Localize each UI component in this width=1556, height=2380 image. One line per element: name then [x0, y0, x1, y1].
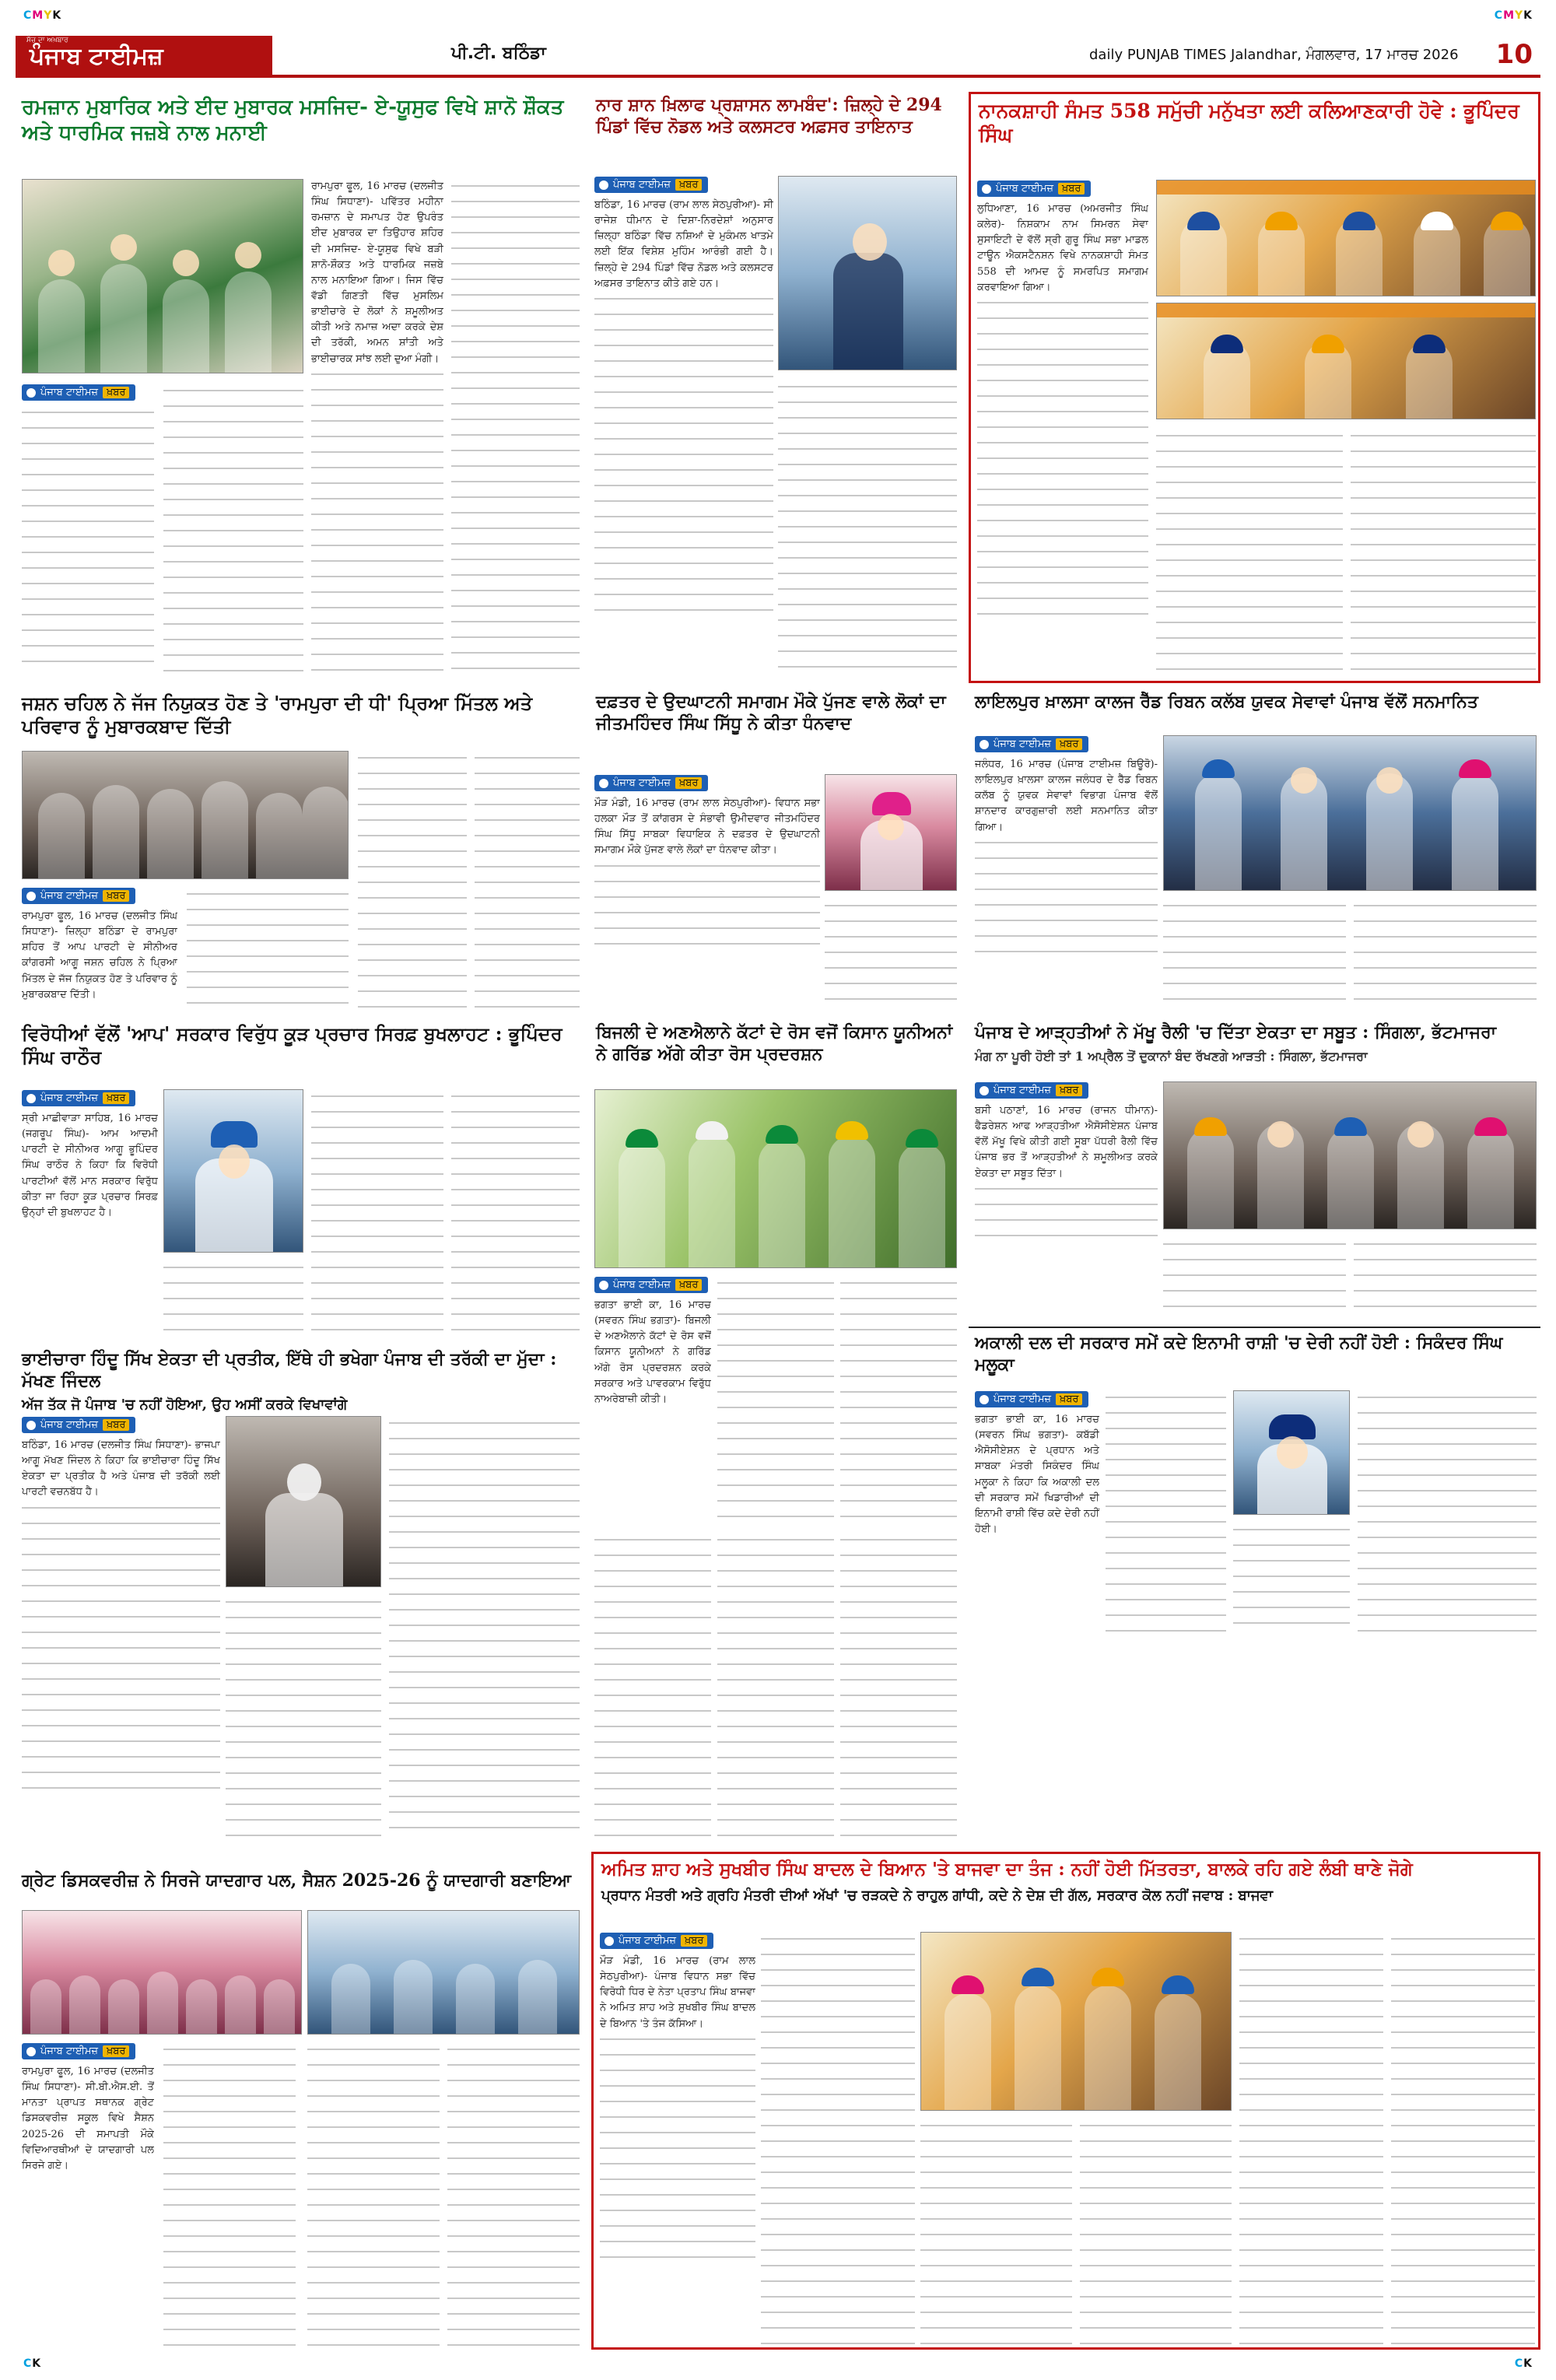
column-5 — [1239, 1932, 1383, 2348]
column-4 — [447, 2042, 580, 2346]
column-2 — [1163, 899, 1346, 1008]
news-badge: ਪੰਜਾਬ ਟਾਈਮਜ਼ ਖ਼ਬਰ — [594, 177, 708, 193]
column-3 — [1354, 899, 1537, 1008]
headline: ਭਾਈਚਾਰਾ ਹਿੰਦੂ ਸਿੱਖ ਏਕਤਾ ਦੀ ਪ੍ਰਤੀਕ, ਇੱਥੇ ਹੀ ਭਖੇਗਾ ਪੰਜਾਬ ਦੀ ਤਰੱਕੀ ਦਾ ਮੁੱਦਾ : ਮੱਖਣ ਜਿੰਦਲ — [22, 1349, 557, 1391]
story-text: ਰਾਮਪੁਰਾ ਫੂਲ, 16 ਮਾਰਚ (ਦਲਜੀਤ ਸਿੰਘ ਸਿਧਾਣਾ)- ਪਵਿੱਤਰ ਮਹੀਨਾ ਰਮਜ਼ਾਨ ਦੇ ਸਮਾਪਤ ਹੋਣ ਉਪਰੰਤ ਈਦ ਮੁਬਾਰਕ ਦਾ ਤਿਉਹਾਰ ਸ਼ਹਿਰ ਦੀ ਮਸਜਿਦ- ਏ-ਯੂਸੁਫ ਵਿਖੇ ਬੜੀ ਸ਼ਾਨੋ-ਸ਼ੌਕਤ ਅਤੇ ਧਾਰਮਿਕ ਜਜ਼ਬੇ ਨਾਲ ਮਨਾਇਆ ਗਿਆ। ਜਿਸ ਵਿੱਚ ਵੱਡੀ ਗਿਣਤੀ ਵਿੱਚ ਮੁਸਲਿਮ ਭਾਈਚਾਰੇ ਦੇ ਲੋਕਾਂ ਨੇ ਸ਼ਮੂਲੀਅਤ ਕੀਤੀ ਅਤੇ ਨਮਾਜ਼ ਅਦਾ ਕਰਕੇ ਦੇਸ਼ ਦੀ ਤਰੱਕੀ, ਅਮਨ ਸ਼ਾਂਤੀ ਅਤੇ ਭਾਈਚਾਰਕ ਸਾਂਝ ਲਈ ਦੁਆ ਮੰਗੀ। — [311, 181, 443, 365]
story-text: ਬਠਿੰਡਾ, 16 ਮਾਰਚ (ਦਲਜੀਤ ਸਿੰਘ ਸਿਧਾਣਾ)- ਭਾਜਪਾ ਆਗੂ ਮੱਖਣ ਜਿੰਦਲ ਨੇ ਕਿਹਾ ਕਿ ਭਾਈਚਾਰਾ ਹਿੰਦੂ ਸਿੱਖ ਏਕਤਾ ਦਾ ਪ੍ਰਤੀਕ ਹੈ ਅਤੇ ਪੰਜਾਬ ਦੀ ਤਰੱਕੀ ਲਈ ਪਾਰਟੀ ਵਚਨਬੱਧ ਹੈ। — [22, 1439, 220, 1498]
story-text: ਰਾਮਪੁਰਾ ਫੂਲ, 16 ਮਾਰਚ (ਦਲਜੀਤ ਸਿੰਘ ਸਿਧਾਣਾ)- ਜ਼ਿਲ੍ਹਾ ਬਠਿੰਡਾ ਦੇ ਰਾਮਪੁਰਾ ਸ਼ਹਿਰ ਤੋਂ ਆਪ ਪਾਰਟੀ ਦੇ ਸੀਨੀਅਰ ਕਾਂਗਰਸੀ ਆਗੂ ਜਸ਼ਨ ਚਹਿਲ ਨੇ ਪ੍ਰਿਆ ਮਿੱਤਲ ਦੇ ਜੱਜ ਨਿਯੁਕਤ ਹੋਣ ਤੇ ਪਰਿਵਾਰ ਨੂੰ ਮੁਬਾਰਕਬਾਦ ਦਿੱਤੀ। — [22, 910, 177, 1001]
news-badge: ਪੰਜਾਬ ਟਾਈਮਜ਼ ਖ਼ਬਰ — [975, 1391, 1088, 1407]
masthead — [16, 36, 1540, 78]
headline: ਲਾਇਲਪੁਰ ਖ਼ਾਲਸਾ ਕਾਲਜ ਰੈੱਡ ਰਿਬਨ ਕਲੱਬ ਯੁਵਕ ਸੇਵਾਵਾਂ ਪੰਜਾਬ ਵੱਲੋਂ ਸਨਮਾਨਿਤ — [975, 692, 1478, 712]
column-1 — [600, 1932, 755, 2348]
column-3 — [389, 1416, 580, 1840]
news-badge: ਪੰਜਾਬ ਟਾਈਮਜ਼ ਖ਼ਬਰ — [22, 888, 135, 904]
column-2 — [187, 887, 349, 1008]
column-1 — [594, 1276, 711, 1521]
column-2 — [451, 179, 580, 677]
photo-farmers-protest — [594, 1089, 957, 1268]
column-2 — [717, 1276, 834, 1521]
subheadline: ਅੱਜ ਤੱਕ ਜੋ ਪੰਜਾਬ 'ਚ ਨਹੀਂ ਹੋਇਆ, ਉਹ ਅਸੀਂ ਕਰਕੇ ਵਿਖਾਵਾਂਗੇ — [22, 1397, 348, 1413]
story-text: ਲੁਧਿਆਣਾ, 16 ਮਾਰਚ (ਅਮਰਜੀਤ ਸਿੰਘ ਕਲੇਰ)- ਨਿਸ਼ਕਾਮ ਨਾਮ ਸਿਮਰਨ ਸੇਵਾ ਸੁਸਾਇਟੀ ਦੇ ਵੱਲੋਂ ਸ੍ਰੀ ਗੁਰੂ ਸਿੰਘ ਸਭਾ ਮਾਡਲ ਟਾਊਨ ਐਕਸਟੈਨਸ਼ਨ ਵਿਖੇ ਨਾਨਕਸ਼ਾਹੀ ਸੰਮਤ 558 ਦੀ ਆਮਦ ਨੂੰ ਸਮਰਪਿਤ ਸਮਾਗਮ ਕਰਵਾਇਆ ਗਿਆ। — [977, 203, 1148, 293]
column-2 — [163, 2042, 296, 2346]
column-1 — [22, 887, 177, 1008]
column-2 — [163, 1260, 303, 1334]
story-text: ਜਲੰਧਰ, 16 ਮਾਰਚ (ਪੰਜਾਬ ਟਾਈਮਜ਼ ਬਿਊਰੋ)- ਲਾਇਲਪੁਰ ਖ਼ਾਲਸਾ ਕਾਲਜ ਜਲੰਧਰ ਦੇ ਰੈੱਡ ਰਿਬਨ ਕਲੱਬ ਨੂੰ ਯੁਵਕ ਸੇਵਾਵਾਂ ਵਿਭਾਗ ਪੰਜਾਬ ਵੱਲੋਂ ਸ਼ਾਨਦਾਰ ਕਾਰਗੁਜ਼ਾਰੀ ਲਈ ਸਨਮਾਨਿਤ ਕੀਤਾ ਗਿਆ। — [975, 759, 1158, 833]
column-3 — [358, 751, 467, 1008]
column-4 — [163, 384, 303, 679]
story-great-discoveries — [16, 1867, 584, 2350]
column-3 — [840, 1533, 957, 1840]
column-2 — [1156, 429, 1343, 678]
subheadline: ਮੰਗ ਨਾ ਪੂਰੀ ਹੋਈ ਤਾਂ 1 ਅਪ੍ਰੈਲ ਤੋਂ ਦੁਕਾਨਾਂ ਬੰਦ ਰੱਖਣਗੇ ਆੜਤੀ : ਸਿੰਗਲਾ, ਭੱਟਮਾਜਰਾ — [975, 1048, 1368, 1064]
story-ramzan — [16, 92, 584, 683]
story-lyallpur — [969, 689, 1540, 1011]
column-1 — [975, 1390, 1099, 1635]
news-badge: ਪੰਜਾਬ ਟਾਈਮਜ਼ ਖ਼ਬਰ — [594, 775, 708, 791]
story-jashan — [16, 689, 584, 1011]
news-badge: ਪੰਜਾਬ ਟਾਈਮਜ਼ ਖ਼ਬਰ — [975, 1082, 1088, 1099]
headline: ਨਾਨਕਸ਼ਾਹੀ ਸੰਮਤ 558 ਸਮੁੱਚੀ ਮਨੁੱਖਤਾ ਲਈ ਕਲਿਆਣਕਾਰੀ ਹੋਵੇ : ਭੂਪਿੰਦਰ ਸਿੰਘ — [979, 100, 1519, 147]
news-badge: ਪੰਜਾਬ ਟਾਈਮਜ਼ ਖ਼ਬਰ — [22, 2043, 135, 2059]
column-2 — [825, 899, 957, 1008]
column-3 — [840, 1276, 957, 1521]
column-2 — [761, 1932, 915, 2348]
column-3 — [22, 384, 154, 679]
photo-eid-prayer — [22, 179, 303, 373]
headline: ਅਕਾਲੀ ਦਲ ਦੀ ਸਰਕਾਰ ਸਮੇਂ ਕਦੇ ਇਨਾਮੀ ਰਾਸ਼ੀ 'ਚ ਦੇਰੀ ਨਹੀਂ ਹੋਈ : ਸਿਕੰਦਰ ਸਿੰਘ ਮਲੂਕਾ — [975, 1333, 1503, 1375]
column-1 — [22, 1089, 158, 1334]
headline: ਰਮਜ਼ਾਨ ਮੁਬਾਰਿਕ ਅਤੇ ਈਦ ਮੁਬਾਰਕ ਮਸਜਿਦ- ਏ-ਯੂਸੁਫ ਵਿਖੇ ਸ਼ਾਨੋ ਸ਼ੌਕਤ ਅਤੇ ਧਾਰਮਿਕ ਜਜ਼ਬੇ ਨਾਲ ਮਨਾਈ — [22, 96, 564, 145]
column-4 — [1358, 1390, 1537, 1635]
color-mark-top-right: CMYK — [1494, 9, 1533, 22]
edition-dateline: ਪੀ.ਟੀ. ਬਠਿੰਡਾ — [451, 44, 546, 63]
story-nanakshahi — [969, 92, 1540, 683]
photo-arhtiya-rally — [1163, 1081, 1537, 1229]
news-badge: ਪੰਜਾਬ ਟਾਈਮਜ਼ ਖ਼ਬਰ — [600, 1933, 713, 1949]
photo-jeetmohinder-sidhu — [825, 774, 957, 891]
headline: ਬਿਜਲੀ ਦੇ ਅਣਐਲਾਨੇ ਕੱਟਾਂ ਦੇ ਰੋਸ ਵਜੋਂ ਕਿਸਾਨ ਯੂਨੀਅਨਾਂ ਨੇ ਗਰਿੱਡ ਅੱਗੇ ਕੀਤਾ ਰੋਸ ਪ੍ਰਦਰਸ਼ਨ — [596, 1022, 953, 1064]
news-badge: ਪੰਜਾਬ ਟਾਈਮਜ਼ ਖ਼ਬਰ — [975, 736, 1088, 752]
column-3 — [1354, 1237, 1537, 1315]
logo-tagline: ਸੱਚ ਦਾ ਅਖ਼ਬਾਰ — [26, 37, 68, 44]
column-1 — [594, 176, 773, 678]
story-text: ਭਗਤਾ ਭਾਈ ਕਾ, 16 ਮਾਰਚ (ਸਵਰਨ ਸਿੰਘ ਭਗਤਾ)- ਬਿਜਲੀ ਦੇ ਅਣਐਲਾਨੇ ਕੱਟਾਂ ਦੇ ਰੋਸ ਵਜੋਂ ਕਿਸਾਨ ਯੂਨੀਅਨਾਂ ਨੇ ਗਰਿੱਡ ਅੱਗੇ ਰੋਸ ਪ੍ਰਦਰਸ਼ਨ ਕਰਕੇ ਸਰਕਾਰ ਅਤੇ ਪਾਵਰਕਾਮ ਵਿਰੁੱਧ ਨਾਅਰੇਬਾਜ਼ੀ ਕੀਤੀ। — [594, 1299, 711, 1405]
story-text: ਬਠਿੰਡਾ, 16 ਮਾਰਚ (ਰਾਮ ਲਾਲ ਸੇਠਪੁਰੀਆ)- ਸੀ ਰਾਜੇਸ਼ ਧੀਮਾਨ ਦੇ ਦਿਸ਼ਾ-ਨਿਰਦੇਸ਼ਾਂ ਅਨੁਸਾਰ ਜ਼ਿਲ੍ਹਾ ਬਠਿੰਡਾ ਵਿੱਚ ਨਸ਼ਿਆਂ ਦੇ ਮੁਕੰਮਲ ਖਾਤਮੇ ਲਈ ਇੱਕ ਵਿਸ਼ੇਸ਼ ਮੁਹਿੰਮ ਆਰੰਭੀ ਗਈ ਹੈ। ਜ਼ਿਲ੍ਹੇ ਦੇ 294 ਪਿੰਡਾਂ ਵਿੱਚ ਨੋਡਲ ਅਤੇ ਕਲਸਟਰ ਅਫ਼ਸਰ ਤਾਇਨਾਤ ਕੀਤੇ ਗਏ ਹਨ। — [594, 199, 773, 289]
story-office — [591, 689, 961, 1011]
column-2 — [1163, 1237, 1346, 1315]
column-1 — [311, 179, 443, 677]
column-4 — [1080, 2119, 1232, 2348]
photo-students-group — [22, 1910, 302, 2035]
news-badge: ਪੰਜਾਬ ਟਾਈਮਜ਼ ਖ਼ਬਰ — [22, 1090, 135, 1106]
story-drugs — [591, 92, 961, 683]
column-1 — [975, 1081, 1158, 1315]
column-2 — [717, 1533, 834, 1840]
headline: ਅਮਿਤ ਸ਼ਾਹ ਅਤੇ ਸੁਖਬੀਰ ਸਿੰਘ ਬਾਦਲ ਦੇ ਬਿਆਨ 'ਤੇ ਬਾਜਵਾ ਦਾ ਤੰਜ : ਨਹੀਂ ਹੋਈ ਮਿੱਤਰਤਾ, ਬਾਲਕੇ ਰਹਿ ਗਏ ਲੰਬੀ ਥਾਣੇ ਜੋਗੇ — [601, 1859, 1413, 1880]
news-badge: ਪੰਜਾਬ ਟਾਈਮਜ਼ ਖ਼ਬਰ — [22, 384, 135, 401]
story-artiye — [969, 1019, 1540, 1642]
news-badge: ਪੰਜਾਬ ਟਾਈਮਜ਼ ਖ਼ਬਰ — [22, 1417, 135, 1433]
photo-family-congratulation — [22, 751, 349, 879]
column-1 — [22, 2042, 154, 2346]
story-akali — [969, 1327, 1540, 1638]
column-4 — [475, 751, 580, 1008]
photo-honouring — [1156, 303, 1536, 419]
headline: ਦਫ਼ਤਰ ਦੇ ਉਦਘਾਟਨੀ ਸਮਾਗਮ ਮੌਕੇ ਪੁੱਜਣ ਵਾਲੇ ਲੋਕਾਂ ਦਾ ਜੀਤਮਹਿੰਦਰ ਸਿੰਘ ਸਿੱਧੂ ਨੇ ਕੀਤਾ ਧੰਨਵਾਦ — [596, 692, 946, 734]
story-text: ਮੌੜ ਮੰਡੀ, 16 ਮਾਰਚ (ਰਾਮ ਲਾਲ ਸੇਠਪੁਰੀਆ)- ਪੰਜਾਬ ਵਿਧਾਨ ਸਭਾ ਵਿੱਚ ਵਿਰੋਧੀ ਧਿਰ ਦੇ ਨੇਤਾ ਪ੍ਰਤਾਪ ਸਿੰਘ ਬਾਜਵਾ ਨੇ ਅਮਿਤ ਸ਼ਾਹ ਅਤੇ ਸੁਖਬੀਰ ਸਿੰਘ ਬਾਦਲ ਦੇ ਬਿਆਨ 'ਤੇ ਤੰਜ ਕੱਸਿਆ। — [600, 1955, 755, 2030]
headline: ਗ੍ਰੇਟ ਡਿਸਕਵਰੀਜ਼ ਨੇ ਸਿਰਜੇ ਯਾਦਗਾਰ ਪਲ, ਸੈਸ਼ਨ 2025-26 ਨੂੰ ਯਾਦਗਾਰੀ ਬਣਾਇਆ — [22, 1870, 572, 1891]
story-text: ਭਗਤਾ ਭਾਈ ਕਾ, 16 ਮਾਰਚ (ਸਵਰਨ ਸਿੰਘ ਭਗਤਾ)- ਕਬੱਡੀ ਐਸੋਸੀਏਸ਼ਨ ਦੇ ਪ੍ਰਧਾਨ ਅਤੇ ਸਾਬਕਾ ਮੰਤਰੀ ਸਿਕੰਦਰ ਸਿੰਘ ਮਲੂਕਾ ਨੇ ਕਿਹਾ ਕਿ ਅਕਾਲੀ ਦਲ ਦੀ ਸਰਕਾਰ ਸਮੇਂ ਖਿਡਾਰੀਆਂ ਦੀ ਇਨਾਮੀ ਰਾਸ਼ੀ ਵਿੱਚ ਕਦੇ ਦੇਰੀ ਨਹੀਂ ਹੋਈ। — [975, 1414, 1099, 1535]
photo-stage-ceremony — [1156, 180, 1536, 296]
column-1 — [977, 180, 1148, 678]
news-badge: ਪੰਜਾਬ ਟਾਈਮਜ਼ ਖ਼ਬਰ — [594, 1277, 708, 1293]
news-badge: ਪੰਜਾਬ ਟਾਈਮਜ਼ ਖ਼ਬਰ — [977, 181, 1091, 197]
column-3 — [1233, 1523, 1350, 1635]
color-mark-top-left: CMYK — [23, 9, 62, 22]
photo-award-ceremony — [1163, 735, 1537, 891]
story-bajwa — [591, 1852, 1540, 2350]
headline: ਜਸ਼ਨ ਚਹਿਲ ਨੇ ਜੱਜ ਨਿਯੁਕਤ ਹੋਣ ਤੇ 'ਰਾਮਪੁਰਾ ਦੀ ਧੀ' ਪ੍ਰਿਆ ਮਿੱਤਲ ਅਤੇ ਪਰਿਵਾਰ ਨੂੰ ਮੁਬਾਰਕਬਾਦ ਦਿੱਤੀ — [22, 692, 533, 738]
column-1 — [594, 1533, 711, 1840]
column-1 — [594, 774, 820, 1008]
column-3 — [307, 2042, 440, 2346]
column-2 — [778, 380, 957, 679]
story-bhaichara — [16, 1346, 584, 1844]
logo-text: ਪੰਜਾਬ ਟਾਈਮਜ਼ — [30, 43, 163, 70]
photo-bajwa-press — [920, 1932, 1232, 2111]
headline: ਨਾਰ ਸ਼ਾਨ ਖ਼ਿਲਾਫ ਪ੍ਰਸ਼ਾਸਨ ਲਾਮਬੰਦ': ਜ਼ਿਲ੍ਹੇ ਦੇ 294 ਪਿੰਡਾਂ ਵਿੱਚ ਨੋਡਲ ਅਤੇ ਕਲਸਟਰ ਅਫ਼ਸਰ ਤਾਇਨਾਤ — [596, 95, 942, 137]
page-number: 10 — [1495, 39, 1533, 70]
color-mark-bottom-left: CK — [23, 2357, 42, 2370]
story-farmers — [591, 1019, 961, 1525]
story-virodhi — [16, 1019, 584, 1338]
headline: ਵਿਰੋਧੀਆਂ ਵੱਲੋਂ 'ਆਪ' ਸਰਕਾਰ ਵਿਰੁੱਧ ਕੂੜ ਪ੍ਰਚਾਰ ਸਿਰਫ਼ ਬੁਖਲਾਹਟ : ਭੂਪਿੰਦਰ ਸਿੰਘ ਰਾਠੌਰ — [22, 1022, 562, 1068]
story-farmers-continued — [591, 1533, 961, 1844]
story-text: ਮੌੜ ਮੰਡੀ, 16 ਮਾਰਚ (ਰਾਮ ਲਾਲ ਸੇਠਪੁਰੀਆ)- ਵਿਧਾਨ ਸਭਾ ਹਲਕਾ ਮੌੜ ਤੋਂ ਕਾਂਗਰਸ ਦੇ ਸੰਭਾਵੀ ਉਮੀਦਵਾਰ ਜੀਤਮਹਿੰਦਰ ਸਿੰਘ ਸਿੱਧੂ ਸਾਬਕਾ ਵਿਧਾਇਕ ਨੇ ਦਫ਼ਤਰ ਦੇ ਉਦਘਾਟਨੀ ਸਮਾਗਮ ਮੌਕੇ ਪੁੱਜਣ ਵਾਲੇ ਲੋਕਾਂ ਦਾ ਧੰਨਵਾਦ ਕੀਤਾ। — [594, 797, 820, 857]
subheadline: ਪ੍ਰਧਾਨ ਮੰਤਰੀ ਅਤੇ ਗ੍ਰਹਿ ਮੰਤਰੀ ਦੀਆਂ ਅੱਖਾਂ 'ਚ ਰੜਕਦੇ ਨੇ ਰਾਹੁਲ ਗਾਂਧੀ, ਕਦੇ ਨੇ ਦੇਸ਼ ਦੀ ਗੱਲ, ਸਰਕਾਰ ਕੋਲ ਨਹੀਂ ਜਵਾਬ : ਬਾਜਵਾ — [601, 1887, 1274, 1904]
column-2 — [226, 1595, 381, 1840]
photo-students-stage — [307, 1910, 580, 2035]
column-3 — [311, 1089, 443, 1334]
color-mark-bottom-right: CK — [1514, 2357, 1533, 2370]
column-3 — [920, 2119, 1072, 2348]
story-text: ਸ੍ਰੀ ਮਾਛੀਵਾੜਾ ਸਾਹਿਬ, 16 ਮਾਰਚ (ਜਗਰੂਪ ਸਿੰਘ)- ਆਮ ਆਦਮੀ ਪਾਰਟੀ ਦੇ ਸੀਨੀਅਰ ਆਗੂ ਭੂਪਿੰਦਰ ਸਿੰਘ ਰਾਠੌਰ ਨੇ ਕਿਹਾ ਕਿ ਵਿਰੋਧੀ ਪਾਰਟੀਆਂ ਵੱਲੋਂ ਮਾਨ ਸਰਕਾਰ ਵਿਰੁੱਧ ਕੀਤਾ ਜਾ ਰਿਹਾ ਕੂੜ ਪ੍ਰਚਾਰ ਸਿਰਫ਼ ਉਨ੍ਹਾਂ ਦੀ ਬੁਖਲਾਹਟ ਹੈ। — [22, 1113, 158, 1218]
column-1 — [22, 1416, 220, 1840]
newspaper-logo — [16, 36, 272, 78]
column-3 — [1351, 429, 1536, 678]
story-text: ਰਾਮਪੁਰਾ ਫੂਲ, 16 ਮਾਰਚ (ਦਲਜੀਤ ਸਿੰਘ ਸਿਧਾਣਾ)- ਸੀ.ਬੀ.ਐਸ.ਈ. ਤੋਂ ਮਾਨਤਾ ਪ੍ਰਾਪਤ ਸਥਾਨਕ ਗ੍ਰੇਟ ਡਿਸਕਵਰੀਜ਼ ਸਕੂਲ ਵਿਖੇ ਸੈਸ਼ਨ 2025-26 ਦੀ ਸਮਾਪਤੀ ਮੌਕੇ ਵਿਦਿਆਰਥੀਆਂ ਦੇ ਯਾਦਗਾਰੀ ਪਲ ਸਿਰਜੇ ਗਏ। — [22, 2066, 154, 2171]
story-text: ਬਸੀ ਪਠਾਣਾਂ, 16 ਮਾਰਚ (ਰਾਜਨ ਧੀਮਾਨ)- ਫੈਡਰੇਸ਼ਨ ਆਫ ਆੜ੍ਹਤੀਆ ਐਸੋਸੀਏਸ਼ਨ ਪੰਜਾਬ ਵੱਲੋਂ ਮੱਖੂ ਵਿਖੇ ਕੀਤੀ ਗਈ ਸੂਬਾ ਪੱਧਰੀ ਰੈਲੀ ਵਿੱਚ ਪੰਜਾਬ ਭਰ ਤੋਂ ਆੜ੍ਹਤੀਆਂ ਨੇ ਸ਼ਮੂਲੀਅਤ ਕਰਕੇ ਏਕਤਾ ਦਾ ਸਬੂਤ ਦਿੱਤਾ। — [975, 1105, 1158, 1179]
photo-sikander-maluka — [1233, 1390, 1350, 1515]
headline: ਪੰਜਾਬ ਦੇ ਆੜ੍ਹਤੀਆਂ ਨੇ ਮੱਖੂ ਰੈਲੀ 'ਚ ਦਿੱਤਾ ਏਕਤਾ ਦਾ ਸਬੂਤ : ਸਿੰਗਲਾ, ਭੱਟਮਾਜਰਾ — [975, 1022, 1497, 1043]
column-4 — [451, 1089, 580, 1334]
column-1 — [975, 735, 1158, 1008]
column-2 — [1106, 1390, 1226, 1635]
paper-date: daily PUNJAB TIMES Jalandhar, ਮੰਗਲਵਾਰ, 17 ਮਾਰਚ 2026 — [1089, 47, 1459, 63]
photo-official — [778, 176, 957, 370]
photo-bhupinder-rathore — [163, 1089, 303, 1253]
column-6 — [1391, 1932, 1535, 2348]
photo-makhan-jindal — [226, 1416, 381, 1587]
